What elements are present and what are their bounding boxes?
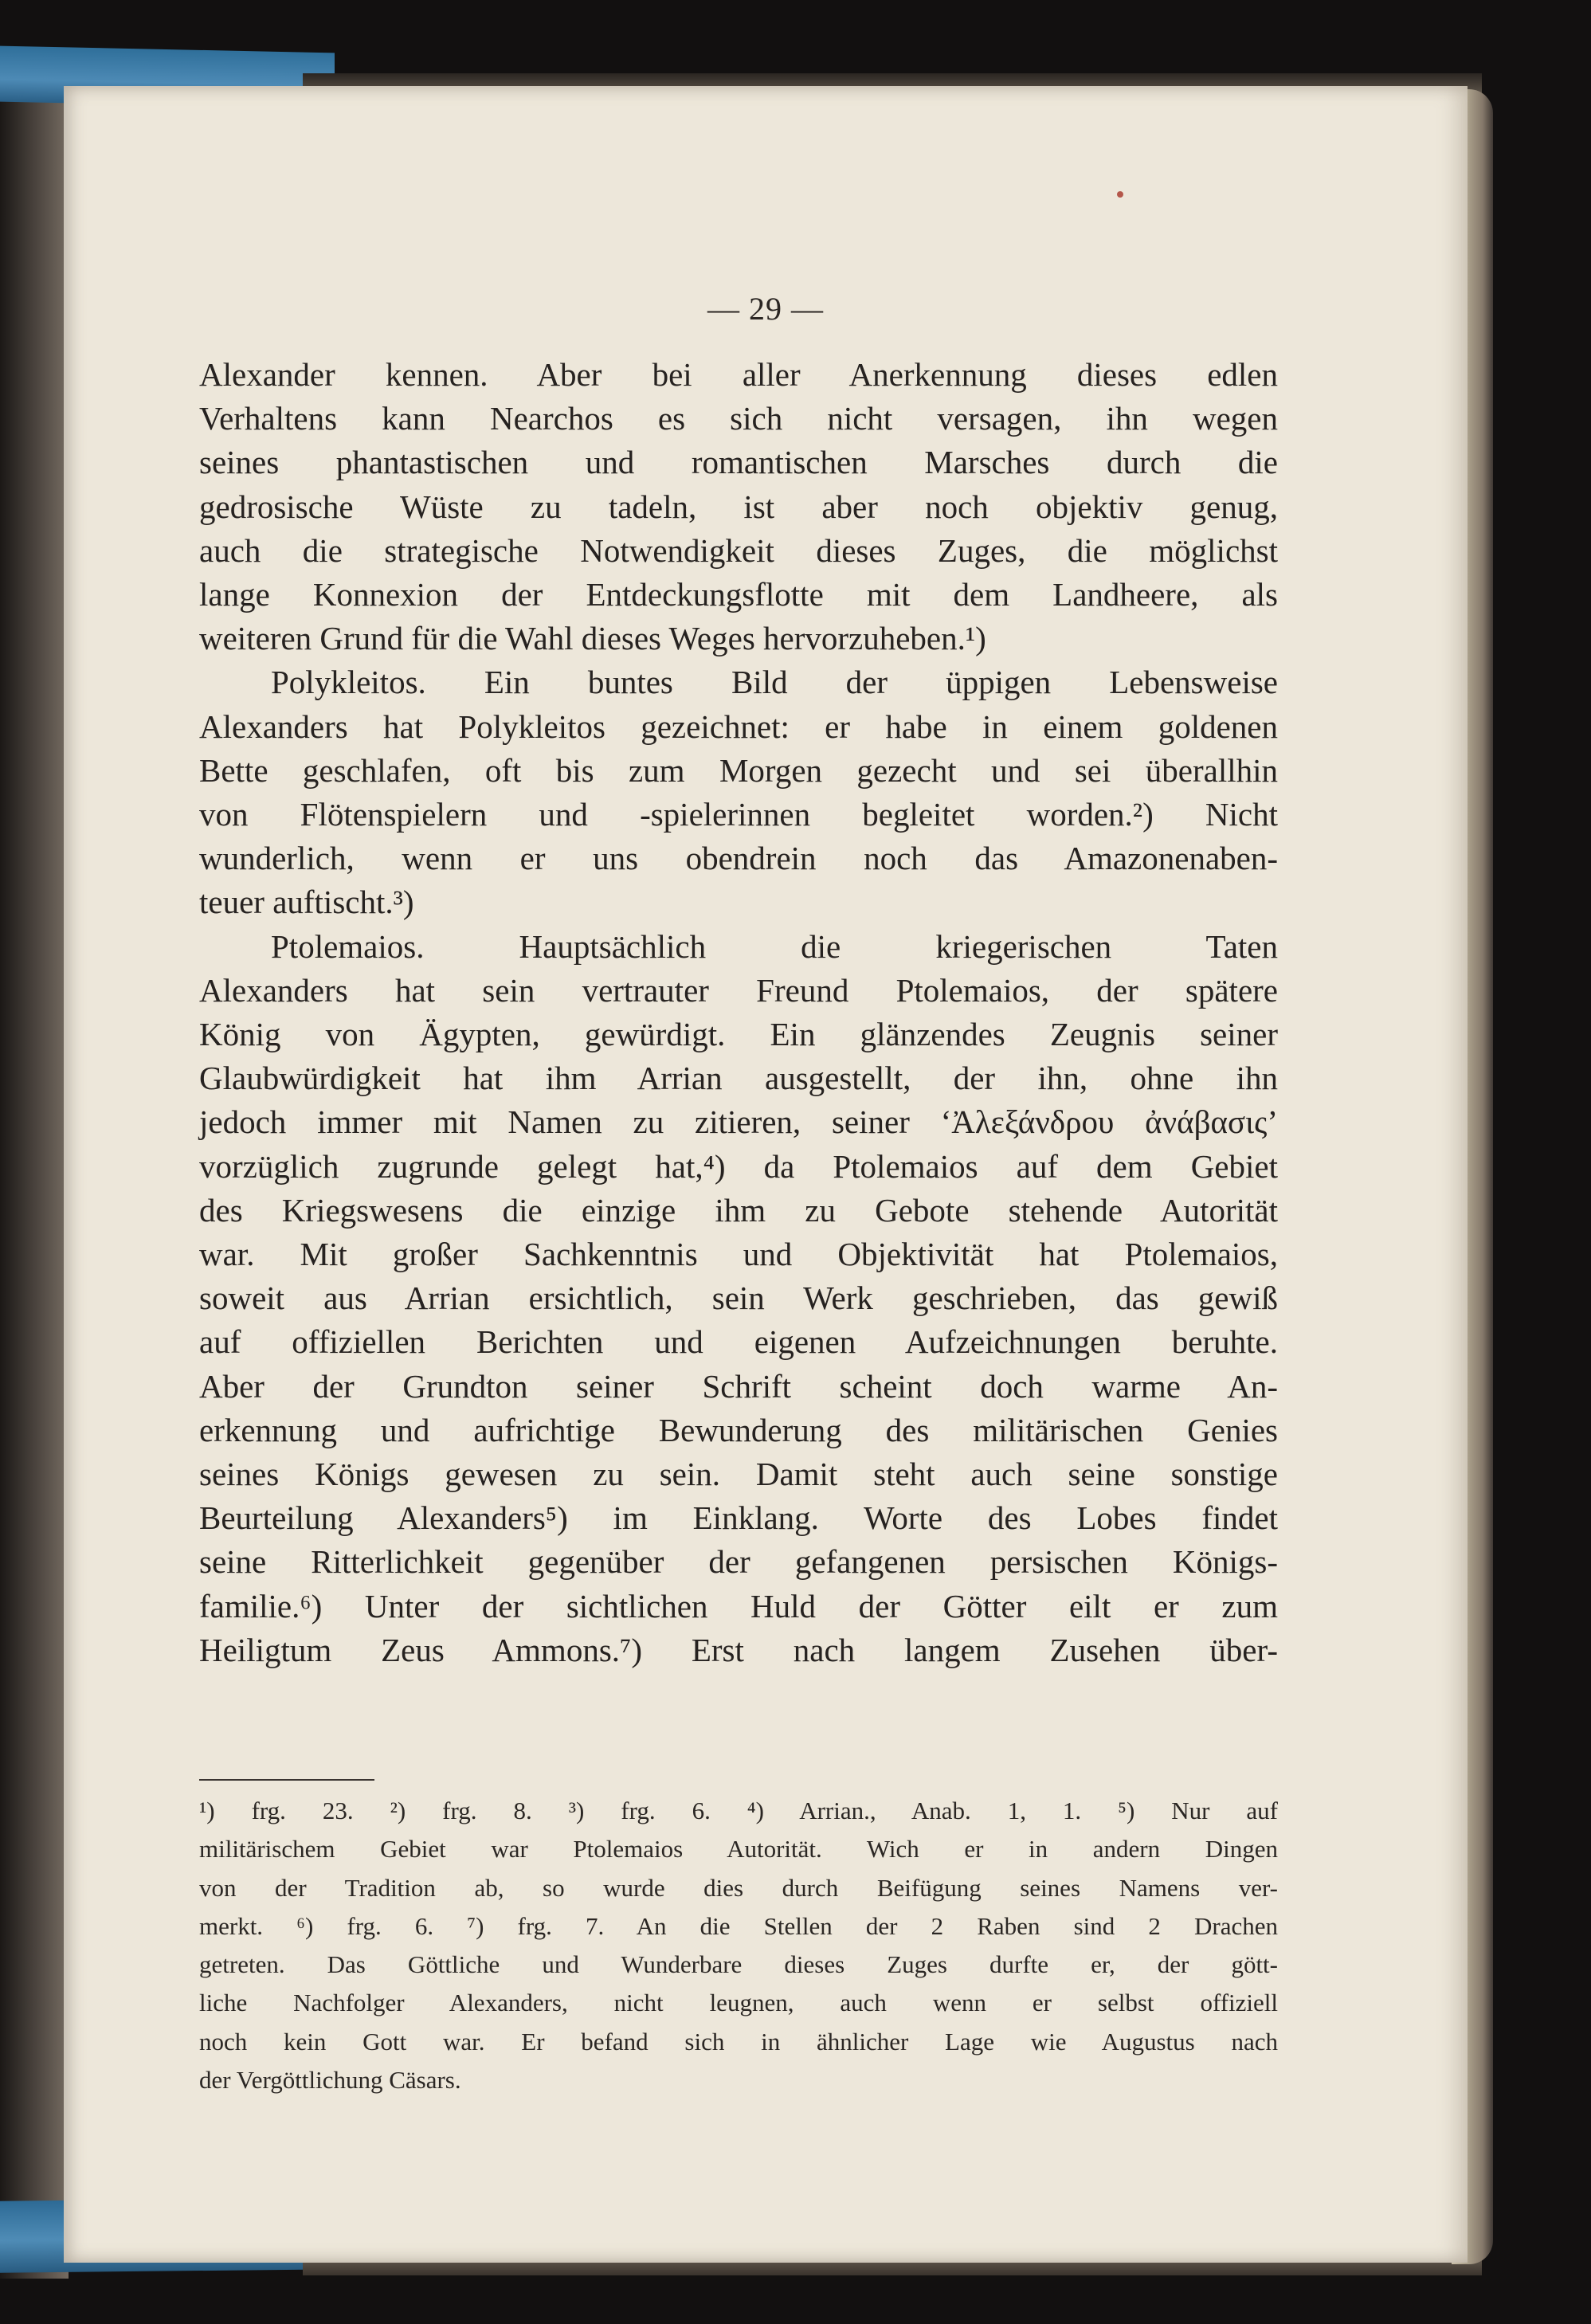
text-line: des Kriegswesens die einzige ihm zu Gebote stehende Autorität [199,1191,1278,1229]
text-line: seines Königs gewesen zu sein. Damit steht auch seine sonstige [199,1456,1278,1493]
text-line: Bette geschlafen, oft bis zum Morgen gezecht und sei überallhin [199,751,1278,789]
text-line: König von Ägypten, gewürdigt. Ein glänzendes Zeugnis seiner [199,1016,1278,1053]
ink-spot [1117,191,1123,198]
text-line: teuer auftischt.³) [199,884,414,921]
text-line: lange Konnexion der Entdeckungsflotte mit dem Landheere, als [199,576,1278,613]
text-line: Heiligtum Zeus Ammons.⁷) Erst nach langem Zusehen über- [199,1631,1278,1668]
text-line: weiteren Grund für die Wahl dieses Weges hervorzuheben.¹) [199,620,986,657]
footnote-line: militärischem Gebiet war Ptolemaios Autorität. Wich er in andern Dingen [199,1835,1278,1864]
text-line: Glaubwürdigkeit hat ihm Arrian ausgestellt, der ihn, ohne ihn [199,1060,1278,1097]
footnote-line: noch kein Gott war. Er befand sich in ähnlicher Lage wie Augustus nach [199,2027,1278,2056]
text-line: seine Ritterlichkeit gegenüber der gefangenen persischen Königs- [199,1543,1278,1581]
footnote-line: merkt. ⁶) frg. 6. ⁷) frg. 7. An die Stellen der 2 Raben sind 2 Drachen [199,1911,1278,1940]
footnote-line: ¹) frg. 23. ²) frg. 8. ³) frg. 6. ⁴) Arrian., Anab. 1, 1. ⁵) Nur auf [199,1797,1278,1824]
text-line: war. Mit großer Sachkenntnis und Objektivität hat Ptolemaios, [199,1236,1278,1273]
text-line: Aber der Grundton seiner Schrift scheint doch warme An- [199,1367,1278,1405]
footnote-separator [199,1779,374,1781]
book-page [64,86,1468,2263]
text-line: wunderlich, wenn er uns obendrein noch das Amazonenaben- [199,840,1278,877]
text-line: seines phantastischen und romantischen Marsches durch die [199,444,1278,481]
text-line: von Flötenspielern und -spielerinnen begleitet worden.²) Nicht [199,796,1278,833]
text-line: Alexanders hat sein vertrauter Freund Ptolemaios, der spätere [199,971,1278,1009]
page-number-header: — 29 — [707,291,824,327]
text-line: auf offiziellen Berichten und eigenen Aufzeichnungen beruhte. [199,1323,1278,1361]
footnote-line: der Vergöttlichung Cäsars. [199,2066,461,2095]
footnote-line: von der Tradition ab, so wurde dies durch Beifügung seines Namens ver- [199,1873,1278,1902]
text-line: Alexander kennen. Aber bei aller Anerkennung dieses edlen [199,356,1278,393]
text-line: Beurteilung Alexanders⁵) im Einklang. Worte des Lobes findet [199,1499,1278,1537]
text-line-section-ptolemaios: Ptolemaios. Hauptsächlich die kriegerischen Taten [271,927,1278,965]
text-line: gedrosische Wüste zu tadeln, ist aber noch objektiv genug, [199,488,1278,525]
text-line: soweit aus Arrian ersichtlich, sein Werk geschrieben, das gewiß [199,1280,1278,1317]
text-line: familie.⁶) Unter der sichtlichen Huld der Götter eilt er zum [199,1587,1278,1624]
text-line: auch die strategische Notwendigkeit dieses Zuges, die möglichst [199,531,1278,569]
book-cover-left-edge [0,48,69,2279]
text-line-greek-title: jedoch immer mit Namen zu zitieren, seiner ‘Ἀλεξάνδρου ἀνάβασις’ [199,1103,1278,1141]
text-line: Alexanders hat Polykleitos gezeichnet: er habe in einem goldenen [199,707,1278,745]
footnote-line: liche Nachfolger Alexanders, nicht leugnen, auch wenn er selbst offiziell [199,1989,1278,2017]
text-line: erkennung und aufrichtige Bewunderung des militärischen Genies [199,1411,1278,1448]
footnote-line: getreten. Das Göttliche und Wunderbare dieses Zuges durfte er, der gött- [199,1950,1278,1979]
footnotes [199,1792,1278,2099]
text-line-section-polykleitos: Polykleitos. Ein buntes Bild der üppigen Lebensweise [271,664,1278,701]
body-text [199,353,1278,1672]
text-line: vorzüglich zugrunde gelegt hat,⁴) da Ptolemaios auf dem Gebiet [199,1147,1278,1185]
text-line: Verhaltens kann Nearchos es sich nicht versagen, ihn wegen [199,400,1278,437]
